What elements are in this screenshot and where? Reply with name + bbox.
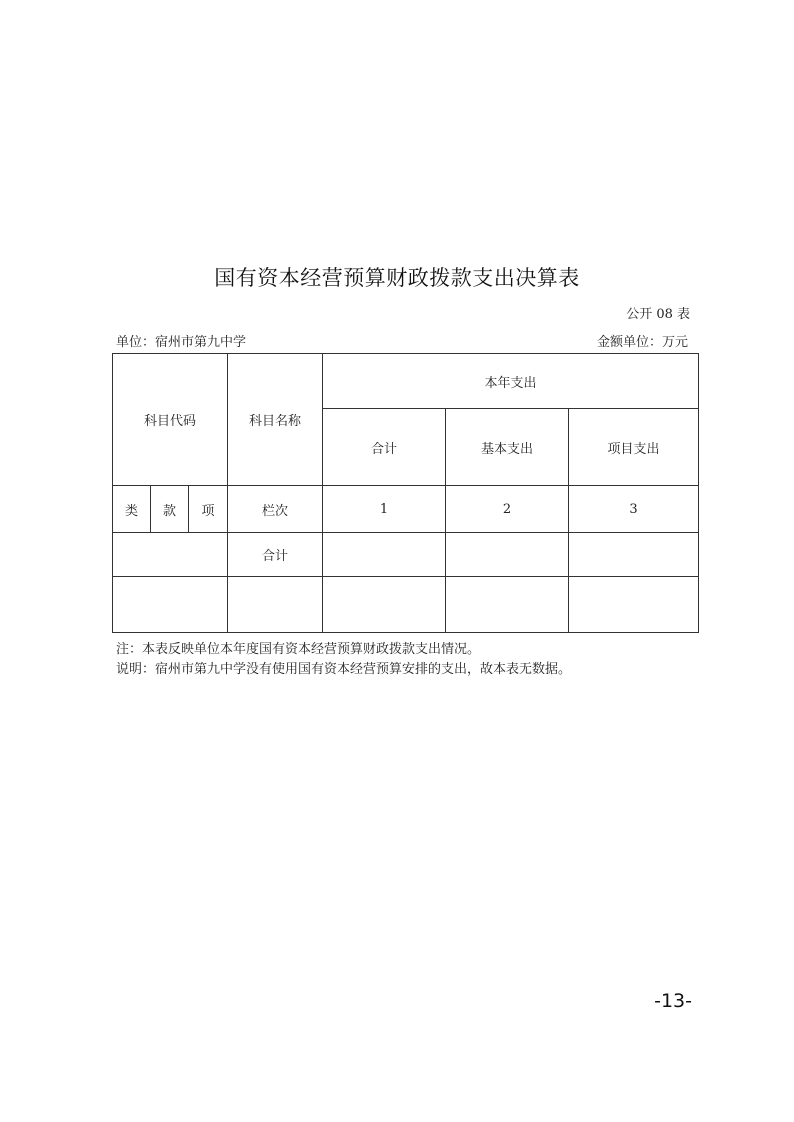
total-row-total-cell: [323, 533, 446, 577]
table-row: [113, 577, 699, 633]
project-expenditure-header: 项目支出: [569, 409, 699, 486]
empty-name-cell: [228, 577, 323, 633]
basic-expenditure-header: 基本支出: [446, 409, 569, 486]
total-row: [113, 533, 699, 577]
total-row-basic-cell: [446, 533, 569, 577]
item-header: 项: [189, 486, 228, 533]
column-no-1: 1: [323, 486, 446, 533]
form-number: 公开 08 表: [626, 307, 690, 322]
empty-project-cell: [569, 577, 699, 633]
class-header: 类: [113, 486, 151, 533]
section-header: 款: [151, 486, 189, 533]
column-no-3: 3: [569, 486, 699, 533]
expenditure-table: [112, 353, 699, 633]
currency-unit: 金额单位：万元: [596, 335, 688, 350]
page-number: -13-: [654, 990, 692, 1012]
header-row-1: [113, 354, 699, 409]
table-note: 注：本表反映单位本年度国有资本经营预算财政拨款支出情况。: [116, 642, 481, 657]
column-no-2: 2: [446, 486, 569, 533]
empty-basic-cell: [446, 577, 569, 633]
total-row-code-cell: [113, 533, 228, 577]
unit-name: 单位：宿州市第九中学: [116, 335, 247, 350]
subject-code-header: 科目代码: [113, 354, 228, 486]
current-year-expenditure-header: 本年支出: [323, 354, 699, 409]
column-number-row: [113, 486, 699, 533]
empty-code-cell: [113, 577, 228, 633]
total-header: 合计: [323, 409, 446, 486]
column-no-label: 栏次: [228, 486, 323, 533]
table-explanation: 说明：宿州市第九中学没有使用国有资本经营预算安排的支出，故本表无数据。: [116, 662, 572, 677]
total-row-project-cell: [569, 533, 699, 577]
subject-name-header: 科目名称: [228, 354, 323, 486]
total-row-label: 合计: [228, 533, 323, 577]
empty-total-cell: [323, 577, 446, 633]
document-title: 国有资本经营预算财政拨款支出决算表: [214, 266, 580, 290]
